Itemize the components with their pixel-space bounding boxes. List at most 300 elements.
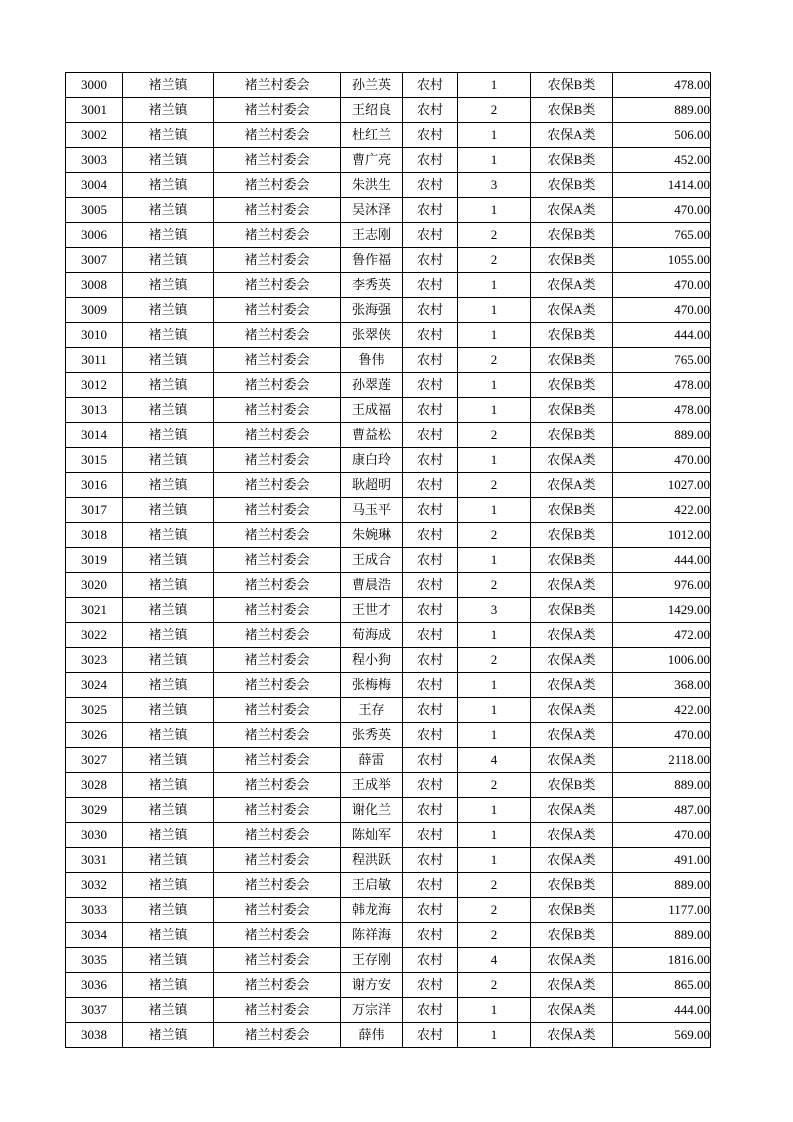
cell-person-name: 万宗洋: [341, 998, 403, 1023]
cell-village-committee: 褚兰村委会: [214, 148, 341, 173]
cell-serial-number: 3026: [66, 723, 123, 748]
cell-town: 褚兰镇: [123, 198, 214, 223]
cell-amount: 452.00: [613, 148, 711, 173]
cell-household-type: 农村: [403, 548, 458, 573]
cell-person-count: 1: [458, 123, 531, 148]
cell-insurance-category: 农保B类: [531, 73, 613, 98]
cell-town: 褚兰镇: [123, 573, 214, 598]
cell-person-name: 吴沐泽: [341, 198, 403, 223]
cell-amount: 422.00: [613, 498, 711, 523]
table-row: [66, 373, 711, 398]
cell-person-name: 荀海成: [341, 623, 403, 648]
table-row: [66, 423, 711, 448]
cell-person-count: 1: [458, 198, 531, 223]
cell-village-committee: 褚兰村委会: [214, 473, 341, 498]
table-row: [66, 848, 711, 873]
cell-amount: 470.00: [613, 448, 711, 473]
cell-household-type: 农村: [403, 823, 458, 848]
cell-town: 褚兰镇: [123, 248, 214, 273]
cell-insurance-category: 农保B类: [531, 873, 613, 898]
cell-household-type: 农村: [403, 298, 458, 323]
cell-person-name: 陈祥海: [341, 923, 403, 948]
table-row: [66, 873, 711, 898]
cell-serial-number: 3036: [66, 973, 123, 998]
cell-person-name: 杜红兰: [341, 123, 403, 148]
cell-serial-number: 3015: [66, 448, 123, 473]
cell-serial-number: 3033: [66, 898, 123, 923]
cell-person-count: 1: [458, 723, 531, 748]
cell-household-type: 农村: [403, 448, 458, 473]
cell-insurance-category: 农保B类: [531, 248, 613, 273]
cell-person-name: 孙翠莲: [341, 373, 403, 398]
cell-serial-number: 3019: [66, 548, 123, 573]
cell-town: 褚兰镇: [123, 173, 214, 198]
cell-village-committee: 褚兰村委会: [214, 248, 341, 273]
table-row: [66, 198, 711, 223]
cell-village-committee: 褚兰村委会: [214, 273, 341, 298]
payment-table-sheet: [65, 72, 711, 1048]
cell-person-name: 韩龙海: [341, 898, 403, 923]
cell-household-type: 农村: [403, 673, 458, 698]
cell-amount: 444.00: [613, 323, 711, 348]
cell-household-type: 农村: [403, 473, 458, 498]
cell-insurance-category: 农保B类: [531, 923, 613, 948]
cell-village-committee: 褚兰村委会: [214, 348, 341, 373]
cell-household-type: 农村: [403, 898, 458, 923]
cell-serial-number: 3023: [66, 648, 123, 673]
cell-town: 褚兰镇: [123, 98, 214, 123]
table-row: [66, 573, 711, 598]
cell-person-name: 马玉平: [341, 498, 403, 523]
cell-village-committee: 褚兰村委会: [214, 648, 341, 673]
cell-household-type: 农村: [403, 873, 458, 898]
table-row: [66, 323, 711, 348]
cell-amount: 765.00: [613, 223, 711, 248]
cell-household-type: 农村: [403, 248, 458, 273]
cell-village-committee: 褚兰村委会: [214, 373, 341, 398]
table-row: [66, 98, 711, 123]
cell-household-type: 农村: [403, 723, 458, 748]
cell-serial-number: 3008: [66, 273, 123, 298]
cell-household-type: 农村: [403, 148, 458, 173]
cell-person-count: 1: [458, 1023, 531, 1048]
cell-town: 褚兰镇: [123, 848, 214, 873]
cell-person-name: 王世才: [341, 598, 403, 623]
cell-amount: 889.00: [613, 923, 711, 948]
table-body: [66, 73, 711, 1048]
cell-insurance-category: 农保B类: [531, 898, 613, 923]
cell-amount: 1429.00: [613, 598, 711, 623]
table-row: [66, 623, 711, 648]
cell-person-count: 4: [458, 748, 531, 773]
cell-village-committee: 褚兰村委会: [214, 1023, 341, 1048]
cell-town: 褚兰镇: [123, 298, 214, 323]
table-row: [66, 248, 711, 273]
cell-amount: 865.00: [613, 973, 711, 998]
cell-village-committee: 褚兰村委会: [214, 223, 341, 248]
cell-village-committee: 褚兰村委会: [214, 873, 341, 898]
cell-village-committee: 褚兰村委会: [214, 173, 341, 198]
cell-serial-number: 3022: [66, 623, 123, 648]
cell-person-count: 2: [458, 898, 531, 923]
table-row: [66, 148, 711, 173]
cell-serial-number: 3002: [66, 123, 123, 148]
cell-household-type: 农村: [403, 923, 458, 948]
cell-person-count: 2: [458, 423, 531, 448]
table-row: [66, 823, 711, 848]
cell-amount: 470.00: [613, 723, 711, 748]
cell-person-name: 程小狗: [341, 648, 403, 673]
cell-person-count: 1: [458, 623, 531, 648]
cell-person-count: 2: [458, 223, 531, 248]
cell-insurance-category: 农保A类: [531, 623, 613, 648]
cell-person-count: 2: [458, 923, 531, 948]
cell-village-committee: 褚兰村委会: [214, 498, 341, 523]
cell-town: 褚兰镇: [123, 748, 214, 773]
cell-town: 褚兰镇: [123, 348, 214, 373]
cell-serial-number: 3020: [66, 573, 123, 598]
cell-amount: 1055.00: [613, 248, 711, 273]
cell-household-type: 农村: [403, 798, 458, 823]
cell-household-type: 农村: [403, 623, 458, 648]
table-row: [66, 773, 711, 798]
cell-person-name: 谢化兰: [341, 798, 403, 823]
cell-village-committee: 褚兰村委会: [214, 423, 341, 448]
cell-person-count: 2: [458, 873, 531, 898]
cell-town: 褚兰镇: [123, 973, 214, 998]
cell-household-type: 农村: [403, 323, 458, 348]
cell-amount: 368.00: [613, 673, 711, 698]
cell-person-count: 1: [458, 298, 531, 323]
cell-serial-number: 3014: [66, 423, 123, 448]
table-row: [66, 473, 711, 498]
cell-amount: 472.00: [613, 623, 711, 648]
cell-insurance-category: 农保B类: [531, 773, 613, 798]
cell-person-name: 薛雷: [341, 748, 403, 773]
cell-serial-number: 3009: [66, 298, 123, 323]
cell-person-name: 鲁伟: [341, 348, 403, 373]
cell-person-name: 曹晨浩: [341, 573, 403, 598]
cell-village-committee: 褚兰村委会: [214, 973, 341, 998]
cell-amount: 569.00: [613, 1023, 711, 1048]
cell-person-name: 朱婉琳: [341, 523, 403, 548]
cell-person-name: 王存刚: [341, 948, 403, 973]
cell-serial-number: 3025: [66, 698, 123, 723]
cell-village-committee: 褚兰村委会: [214, 698, 341, 723]
cell-amount: 1177.00: [613, 898, 711, 923]
cell-insurance-category: 农保B类: [531, 498, 613, 523]
cell-serial-number: 3013: [66, 398, 123, 423]
cell-village-committee: 褚兰村委会: [214, 673, 341, 698]
cell-insurance-category: 农保B类: [531, 523, 613, 548]
cell-person-name: 王存: [341, 698, 403, 723]
table-row: [66, 723, 711, 748]
cell-village-committee: 褚兰村委会: [214, 948, 341, 973]
cell-person-name: 李秀英: [341, 273, 403, 298]
cell-serial-number: 3034: [66, 923, 123, 948]
cell-amount: 1027.00: [613, 473, 711, 498]
cell-amount: 491.00: [613, 848, 711, 873]
cell-person-count: 1: [458, 848, 531, 873]
cell-insurance-category: 农保A类: [531, 948, 613, 973]
cell-insurance-category: 农保A类: [531, 298, 613, 323]
table-row: [66, 748, 711, 773]
cell-town: 褚兰镇: [123, 448, 214, 473]
cell-town: 褚兰镇: [123, 223, 214, 248]
table-row: [66, 1023, 711, 1048]
cell-village-committee: 褚兰村委会: [214, 523, 341, 548]
cell-person-name: 鲁作福: [341, 248, 403, 273]
cell-serial-number: 3021: [66, 598, 123, 623]
cell-village-committee: 褚兰村委会: [214, 723, 341, 748]
cell-person-count: 1: [458, 448, 531, 473]
cell-village-committee: 褚兰村委会: [214, 298, 341, 323]
cell-insurance-category: 农保A类: [531, 723, 613, 748]
cell-household-type: 农村: [403, 573, 458, 598]
cell-household-type: 农村: [403, 98, 458, 123]
cell-insurance-category: 农保A类: [531, 673, 613, 698]
cell-amount: 1414.00: [613, 173, 711, 198]
cell-village-committee: 褚兰村委会: [214, 98, 341, 123]
cell-serial-number: 3007: [66, 248, 123, 273]
cell-person-count: 2: [458, 348, 531, 373]
cell-serial-number: 3004: [66, 173, 123, 198]
cell-serial-number: 3001: [66, 98, 123, 123]
cell-household-type: 农村: [403, 223, 458, 248]
cell-insurance-category: 农保B类: [531, 373, 613, 398]
cell-person-count: 2: [458, 648, 531, 673]
data-table: [65, 72, 711, 1048]
cell-serial-number: 3018: [66, 523, 123, 548]
table-row: [66, 898, 711, 923]
cell-village-committee: 褚兰村委会: [214, 448, 341, 473]
cell-amount: 478.00: [613, 398, 711, 423]
cell-person-count: 3: [458, 173, 531, 198]
cell-amount: 470.00: [613, 273, 711, 298]
cell-insurance-category: 农保B类: [531, 423, 613, 448]
cell-person-count: 1: [458, 148, 531, 173]
cell-town: 褚兰镇: [123, 123, 214, 148]
cell-insurance-category: 农保A类: [531, 973, 613, 998]
cell-town: 褚兰镇: [123, 623, 214, 648]
table-row: [66, 673, 711, 698]
cell-town: 褚兰镇: [123, 998, 214, 1023]
cell-village-committee: 褚兰村委会: [214, 773, 341, 798]
cell-serial-number: 3029: [66, 798, 123, 823]
cell-insurance-category: 农保A类: [531, 573, 613, 598]
cell-amount: 470.00: [613, 198, 711, 223]
cell-person-name: 谢方安: [341, 973, 403, 998]
cell-insurance-category: 农保B类: [531, 598, 613, 623]
cell-person-count: 1: [458, 498, 531, 523]
cell-household-type: 农村: [403, 348, 458, 373]
cell-person-name: 张梅梅: [341, 673, 403, 698]
cell-amount: 422.00: [613, 698, 711, 723]
cell-person-name: 薛伟: [341, 1023, 403, 1048]
cell-village-committee: 褚兰村委会: [214, 573, 341, 598]
cell-insurance-category: 农保B类: [531, 548, 613, 573]
cell-town: 褚兰镇: [123, 673, 214, 698]
table-row: [66, 273, 711, 298]
cell-person-count: 2: [458, 523, 531, 548]
cell-person-count: 1: [458, 823, 531, 848]
cell-town: 褚兰镇: [123, 773, 214, 798]
cell-serial-number: 3024: [66, 673, 123, 698]
cell-village-committee: 褚兰村委会: [214, 123, 341, 148]
table-row: [66, 598, 711, 623]
cell-town: 褚兰镇: [123, 73, 214, 98]
cell-serial-number: 3027: [66, 748, 123, 773]
cell-person-count: 2: [458, 248, 531, 273]
cell-town: 褚兰镇: [123, 723, 214, 748]
cell-household-type: 农村: [403, 373, 458, 398]
cell-insurance-category: 农保A类: [531, 748, 613, 773]
cell-amount: 976.00: [613, 573, 711, 598]
cell-person-name: 王成举: [341, 773, 403, 798]
cell-household-type: 农村: [403, 773, 458, 798]
cell-town: 褚兰镇: [123, 648, 214, 673]
cell-serial-number: 3032: [66, 873, 123, 898]
cell-serial-number: 3012: [66, 373, 123, 398]
table-row: [66, 798, 711, 823]
cell-amount: 889.00: [613, 98, 711, 123]
cell-household-type: 农村: [403, 73, 458, 98]
cell-serial-number: 3028: [66, 773, 123, 798]
cell-household-type: 农村: [403, 123, 458, 148]
cell-town: 褚兰镇: [123, 423, 214, 448]
table-row: [66, 998, 711, 1023]
cell-person-count: 2: [458, 773, 531, 798]
cell-serial-number: 3010: [66, 323, 123, 348]
cell-person-name: 张翠侠: [341, 323, 403, 348]
cell-person-name: 耿超明: [341, 473, 403, 498]
table-row: [66, 973, 711, 998]
cell-serial-number: 3017: [66, 498, 123, 523]
cell-town: 褚兰镇: [123, 373, 214, 398]
cell-person-count: 3: [458, 598, 531, 623]
table-row: [66, 223, 711, 248]
cell-serial-number: 3030: [66, 823, 123, 848]
cell-town: 褚兰镇: [123, 1023, 214, 1048]
cell-town: 褚兰镇: [123, 398, 214, 423]
cell-village-committee: 褚兰村委会: [214, 798, 341, 823]
table-row: [66, 348, 711, 373]
cell-person-count: 1: [458, 373, 531, 398]
cell-person-count: 1: [458, 323, 531, 348]
table-row: [66, 398, 711, 423]
cell-amount: 444.00: [613, 548, 711, 573]
cell-village-committee: 褚兰村委会: [214, 748, 341, 773]
cell-amount: 1012.00: [613, 523, 711, 548]
cell-person-name: 张海强: [341, 298, 403, 323]
table-row: [66, 298, 711, 323]
cell-town: 褚兰镇: [123, 598, 214, 623]
cell-amount: 506.00: [613, 123, 711, 148]
cell-serial-number: 3005: [66, 198, 123, 223]
cell-household-type: 农村: [403, 523, 458, 548]
cell-insurance-category: 农保B类: [531, 148, 613, 173]
cell-town: 褚兰镇: [123, 923, 214, 948]
cell-town: 褚兰镇: [123, 323, 214, 348]
table-row: [66, 523, 711, 548]
cell-amount: 1006.00: [613, 648, 711, 673]
table-row: [66, 948, 711, 973]
cell-person-count: 1: [458, 548, 531, 573]
cell-person-name: 张秀英: [341, 723, 403, 748]
cell-amount: 478.00: [613, 73, 711, 98]
cell-town: 褚兰镇: [123, 898, 214, 923]
cell-serial-number: 3006: [66, 223, 123, 248]
cell-insurance-category: 农保B类: [531, 98, 613, 123]
cell-serial-number: 3038: [66, 1023, 123, 1048]
cell-town: 褚兰镇: [123, 948, 214, 973]
table-row: [66, 498, 711, 523]
cell-insurance-category: 农保A类: [531, 648, 613, 673]
cell-household-type: 农村: [403, 498, 458, 523]
cell-amount: 470.00: [613, 823, 711, 848]
cell-town: 褚兰镇: [123, 548, 214, 573]
cell-village-committee: 褚兰村委会: [214, 598, 341, 623]
cell-amount: 889.00: [613, 773, 711, 798]
cell-person-count: 1: [458, 273, 531, 298]
cell-village-committee: 褚兰村委会: [214, 848, 341, 873]
cell-town: 褚兰镇: [123, 148, 214, 173]
cell-person-count: 1: [458, 673, 531, 698]
cell-insurance-category: 农保A类: [531, 448, 613, 473]
cell-village-committee: 褚兰村委会: [214, 73, 341, 98]
cell-serial-number: 3011: [66, 348, 123, 373]
cell-amount: 889.00: [613, 423, 711, 448]
cell-insurance-category: 农保A类: [531, 798, 613, 823]
cell-town: 褚兰镇: [123, 498, 214, 523]
cell-serial-number: 3016: [66, 473, 123, 498]
cell-town: 褚兰镇: [123, 273, 214, 298]
cell-household-type: 农村: [403, 273, 458, 298]
cell-village-committee: 褚兰村委会: [214, 923, 341, 948]
cell-household-type: 农村: [403, 598, 458, 623]
cell-amount: 889.00: [613, 873, 711, 898]
cell-person-name: 朱洪生: [341, 173, 403, 198]
cell-household-type: 农村: [403, 1023, 458, 1048]
cell-person-count: 2: [458, 98, 531, 123]
cell-insurance-category: 农保A类: [531, 848, 613, 873]
cell-household-type: 农村: [403, 948, 458, 973]
cell-insurance-category: 农保B类: [531, 323, 613, 348]
cell-insurance-category: 农保B类: [531, 223, 613, 248]
cell-person-name: 曹益松: [341, 423, 403, 448]
cell-insurance-category: 农保B类: [531, 398, 613, 423]
cell-insurance-category: 农保A类: [531, 473, 613, 498]
cell-household-type: 农村: [403, 748, 458, 773]
cell-person-name: 王志刚: [341, 223, 403, 248]
cell-household-type: 农村: [403, 173, 458, 198]
cell-person-name: 王启敏: [341, 873, 403, 898]
cell-person-name: 程洪跃: [341, 848, 403, 873]
table-row: [66, 648, 711, 673]
cell-village-committee: 褚兰村委会: [214, 323, 341, 348]
cell-town: 褚兰镇: [123, 473, 214, 498]
cell-amount: 487.00: [613, 798, 711, 823]
table-row: [66, 123, 711, 148]
cell-village-committee: 褚兰村委会: [214, 548, 341, 573]
table-row: [66, 548, 711, 573]
cell-amount: 1816.00: [613, 948, 711, 973]
cell-insurance-category: 农保A类: [531, 198, 613, 223]
cell-amount: 2118.00: [613, 748, 711, 773]
cell-person-name: 王成合: [341, 548, 403, 573]
cell-person-name: 康白玲: [341, 448, 403, 473]
cell-town: 褚兰镇: [123, 523, 214, 548]
